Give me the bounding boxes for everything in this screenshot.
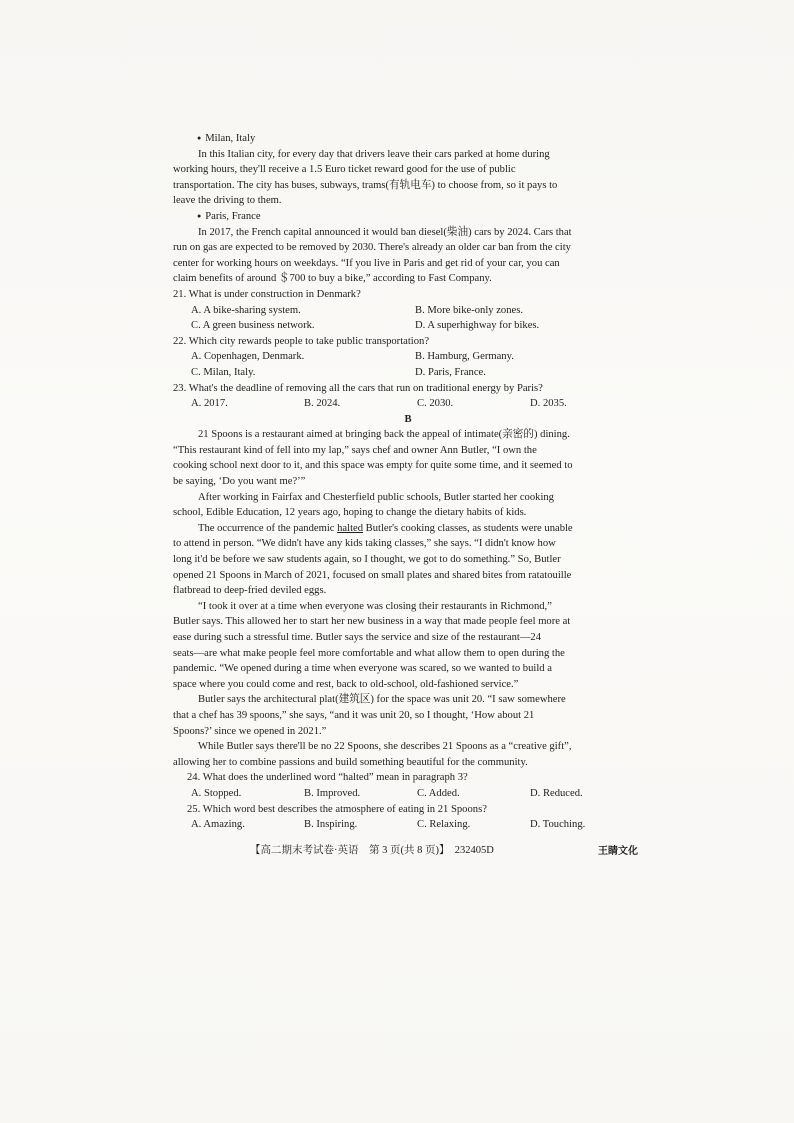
question-23-options — [173, 396, 643, 412]
passage-b-line-8: to attend in person. “We didn't have any kids taking classes,” she says. “I didn't know how — [173, 538, 556, 550]
question-25-option-c[interactable]: C. Relaxing. — [417, 819, 471, 831]
question-25-options — [173, 817, 643, 833]
passage-b-line-7-lead: The occurrence of the pandemic halted Butler's cooking classes, as students were unable — [198, 522, 573, 534]
passage-b-line-17: space where you could come and rest, back to old-school, old-fashioned service.” — [173, 678, 519, 690]
passage-b-line-21: While Butler says there'll be no 22 Spoons, she describes 21 Spoons as a “creative gift”, — [198, 741, 572, 753]
question-21-option-b[interactable]: B. More bike-only zones. — [415, 304, 523, 316]
passage-b-line-1: 21 Spoons is a restaurant aimed at bringing back the appeal of intimate(亲密的) dining. — [198, 429, 570, 441]
question-24-options — [173, 786, 643, 802]
passage-b-line-13: Butler says. This allowed her to start her new business in a way that made people feel more at — [173, 616, 571, 628]
passage-b-line-14: ease during such a stressful time. Butler says the service and size of the restaurant—24 — [173, 632, 542, 643]
question-22-options-row-1 — [173, 349, 643, 365]
question-24-stem: 24. What does the underlined word “halted” mean in paragraph 3? — [187, 772, 468, 784]
question-22-option-c[interactable]: C. Milan, Italy. — [191, 366, 256, 378]
passage-b-line-16: pandemic. “We opened during a time when everyone was scared, so we wanted to build a — [173, 663, 552, 675]
question-24-option-b[interactable]: B. Improved. — [304, 787, 361, 799]
paris-line-4: claim benefits of around ＄700 to buy a bike,” according to Fast Company. — [173, 273, 492, 285]
question-21-option-c[interactable]: C. A green business network. — [191, 320, 315, 332]
paris-line-3: center for working hours on weekdays. “If you live in Paris and get rid of your car, you can — [173, 257, 560, 269]
passage-b-line-4: be saying, ‘Do you want me?’” — [173, 476, 306, 488]
question-24-option-d[interactable]: D. Reduced. — [530, 787, 583, 799]
paris-heading: ● Paris, France — [173, 209, 643, 225]
question-24-option-a[interactable]: A. Stopped. — [191, 787, 242, 799]
question-22-option-d[interactable]: D. Paris, France. — [415, 366, 486, 378]
question-24-option-c[interactable]: C. Added. — [417, 787, 460, 799]
passage-b-line-5: After working in Fairfax and Chesterfield public schools, Butler started her cooking — [198, 491, 554, 503]
question-23-option-c[interactable]: C. 2030. — [417, 398, 454, 410]
footer-brand-logo: 王睛文化 — [598, 846, 638, 857]
question-21-option-d[interactable]: D. A superhighway for bikes. — [415, 320, 540, 332]
question-25-option-a[interactable]: A. Amazing. — [191, 819, 245, 831]
passage-b-line-3: cooking school next door to it, and this space was empty for quite some time, and it seemed to — [173, 460, 573, 472]
question-23-option-b[interactable]: B. 2024. — [304, 398, 341, 410]
paris-line-1: In 2017, the French capital announced it would ban diesel(柴油) cars by 2024. Cars that — [198, 226, 572, 238]
passage-b-line-19: that a chef has 39 spoons,” she says, “and it was unit 20, so I thought, ‘How about 21 — [173, 709, 535, 721]
question-23-stem: 23. What's the deadline of removing all the cars that run on traditional energy by Paris? — [173, 382, 543, 394]
milan-line-1: In this Italian city, for every day that drivers leave their cars parked at home during — [198, 148, 550, 160]
passage-b-line-15: seats—are what make people feel more comfortable and what allow them to open during the — [173, 647, 565, 659]
passage-b-line-2: “This restaurant kind of fell into my lap,” says chef and owner Ann Butler, “I own the — [173, 444, 537, 456]
question-21-option-a[interactable]: A. A bike-sharing system. — [191, 304, 301, 316]
section-b-heading: B — [404, 413, 412, 425]
paris-line-2: run on gas are expected to be removed by 2030. There's already an older car ban from the city — [173, 242, 571, 254]
question-22-options-row-2 — [173, 365, 643, 381]
passage-b-line-22: allowing her to combine passions and build something beautiful for the community. — [173, 756, 528, 768]
milan-line-4: leave the driving to them. — [173, 195, 282, 207]
passage-b-line-12: “I took it over at a time when everyone was closing their restaurants in Richmond,” — [198, 600, 552, 612]
question-21-options-row-2 — [173, 318, 643, 334]
passage-b-line-6: school, Edible Education, 12 years ago, hoping to change the dietary habits of kids. — [173, 507, 527, 519]
footer-label: 【高二期末考试卷·英语 第 3 页(共 8 页)】 232405D — [250, 845, 494, 856]
milan-line-3: transportation. The city has buses, subways, trams(有轨电车) to choose from, so it pays to — [173, 179, 558, 191]
question-22-option-a[interactable]: A. Copenhagen, Denmark. — [191, 351, 305, 363]
passage-b-line-10: opened 21 Spoons in March of 2021, focused on small plates and shared bites from ratatouille — [173, 569, 572, 581]
question-25-stem: 25. Which word best describes the atmosphere of eating in 21 Spoons? — [187, 803, 487, 815]
question-21-stem: 21. What is under construction in Denmark? — [173, 288, 361, 300]
page-content — [173, 131, 643, 833]
question-22-option-b[interactable]: B. Hamburg, Germany. — [415, 351, 514, 363]
question-25-option-d[interactable]: D. Touching. — [530, 819, 586, 831]
question-23-option-a[interactable]: A. 2017. — [191, 398, 228, 410]
passage-b-line-18: Butler says the architectural plat(建筑区) for the space was unit 20. “I saw somewhere — [198, 694, 566, 706]
question-25-option-b[interactable]: B. Inspiring. — [304, 819, 358, 831]
question-21-options-row-1 — [173, 303, 643, 319]
milan-heading: ● Milan, Italy — [173, 131, 643, 147]
page-footer — [250, 842, 650, 857]
passage-b-line-9: long it'd be before we saw students again, so I thought, we got to do something.” So, Butler — [173, 554, 561, 566]
passage-b-line-11: flatbread to deep-fried deviled eggs. — [173, 585, 327, 597]
milan-line-2: working hours, they'll receive a 1.5 Euro ticket reward good for the use of public — [173, 164, 516, 176]
passage-b-line-7 — [173, 521, 643, 537]
question-23-option-d[interactable]: D. 2035. — [530, 398, 567, 410]
passage-b-line-20: Spoons?’ since we opened in 2021.” — [173, 725, 327, 737]
question-22-stem: 22. Which city rewards people to take public transportation? — [173, 335, 430, 347]
underlined-word-halted: halted — [337, 522, 364, 534]
